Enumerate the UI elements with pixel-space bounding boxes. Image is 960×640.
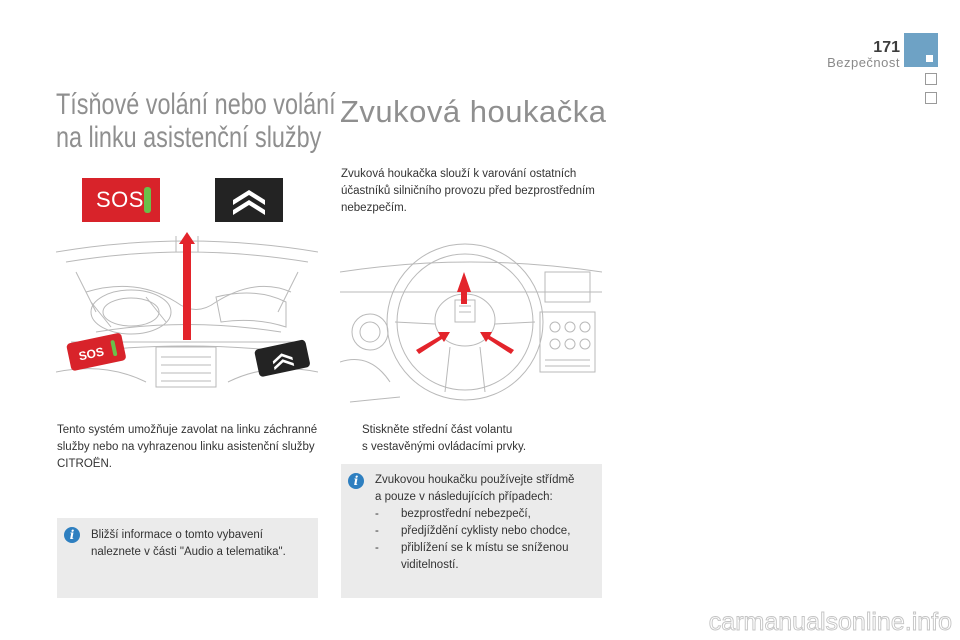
info-icon: i bbox=[348, 473, 364, 489]
sos-button-closeup bbox=[66, 332, 127, 371]
steering-wheel-illustration bbox=[340, 232, 602, 408]
section-tab-empty bbox=[925, 73, 937, 85]
section-tab-active bbox=[904, 33, 938, 67]
info-intro-line: a pouze v následujících případech: bbox=[375, 491, 553, 503]
list-item: - přiblížení se k místu se sníženou viditelností. bbox=[375, 540, 597, 574]
tab-marker bbox=[926, 55, 933, 62]
info-intro-line: Zvukovou houkačku používejte střídmě bbox=[375, 474, 575, 486]
assistance-button-closeup bbox=[254, 339, 311, 377]
title-line: na linku asistenční služby bbox=[56, 121, 322, 154]
step-line: s vestavěnými ovládacími prvky. bbox=[362, 441, 527, 453]
dashboard-illustration bbox=[56, 232, 318, 408]
horn-step-instruction bbox=[362, 422, 592, 456]
emergency-call-description: Tento systém umožňuje zavolat na linku záchranné služby nebo na vyhrazenou linku asistenční služby CITROËN. bbox=[57, 424, 318, 470]
red-arrow-icon bbox=[416, 332, 450, 354]
horn-usage-list bbox=[375, 506, 597, 574]
horn-title: Zvuková houkačka bbox=[340, 94, 607, 129]
section-tab-empty bbox=[925, 92, 937, 104]
list-item: - bezprostřední nebezpečí, bbox=[375, 506, 597, 523]
watermark-text: carmanualsonline.info bbox=[708, 608, 952, 636]
sos-button-illustration bbox=[82, 178, 160, 222]
list-item: - předjíždění cyklisty nebo chodce, bbox=[375, 523, 597, 540]
info-text-left: Bližší informace o tomto vybavení naleznete v části "Audio a telematika". bbox=[91, 529, 286, 558]
red-arrow-icon bbox=[179, 232, 195, 340]
red-arrow-icon bbox=[480, 332, 514, 354]
horn-description: Zvuková houkačka slouží k varování ostatních účastníků silničního provozu před bezprostředním nebezpečím. bbox=[341, 168, 595, 214]
step-line: Stiskněte střední část volantu bbox=[362, 424, 513, 436]
sos-button-small-label: SOS bbox=[77, 344, 106, 364]
sos-indicator-light bbox=[144, 187, 151, 213]
title-line: Tísňové volání nebo volání bbox=[56, 88, 336, 121]
watermark bbox=[676, 602, 956, 638]
emergency-call-title bbox=[56, 88, 336, 154]
assistance-button-illustration bbox=[215, 178, 283, 222]
section-label: Bezpečnost bbox=[827, 55, 900, 70]
page-number: 171 bbox=[873, 39, 900, 56]
red-arrow-icon bbox=[457, 272, 471, 304]
sos-button-label: SOS bbox=[96, 187, 144, 212]
info-icon: i bbox=[64, 527, 80, 543]
info-text-right bbox=[375, 472, 597, 506]
citroen-chevron-icon bbox=[215, 178, 283, 222]
